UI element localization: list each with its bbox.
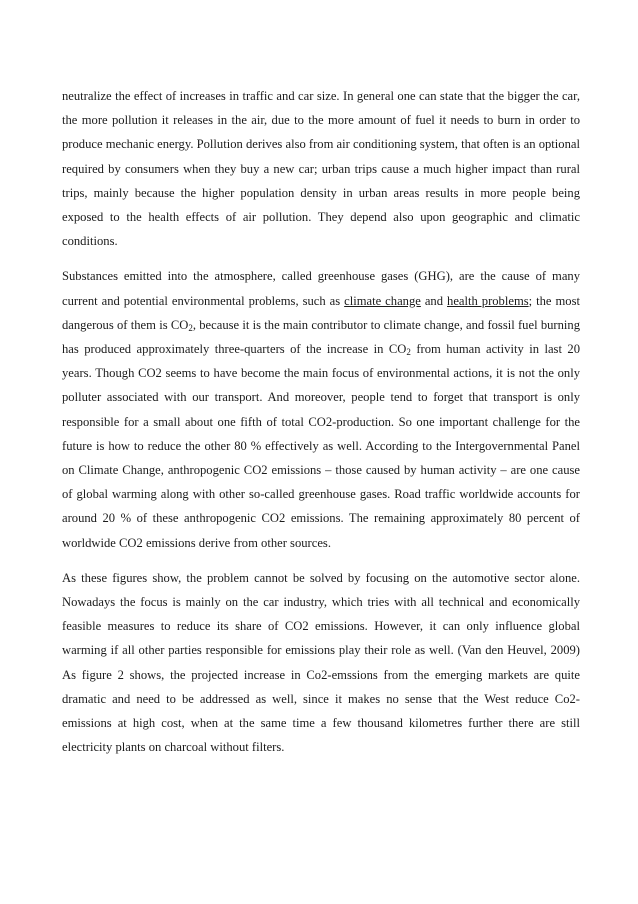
- subscript: 2: [406, 347, 411, 358]
- paragraph-text: from human activity in last 20 years. Though CO2 seems to have become the main focus of environmental actions, it is not the only polluter associated with our transport. And moreover, people tend to forget that transport is only responsible for a small about one fifth of total CO2-production. So one important challenge for the future is how to reduce the other 80 % effectively as well. According to the Intergovernmental Panel on Climate Change, anthropogenic CO2 emissions – those caused by human activity – are one cause of global warming along with other so-called greenhouse gases. Road traffic worldwide accounts for around 20 % of these anthropogenic CO2 emissions. The remaining approximately 80 percent of worldwide CO2 emissions derive from other sources.: [62, 342, 580, 550]
- health-problems-link[interactable]: health problems: [447, 293, 529, 308]
- document-page: [62, 84, 580, 770]
- paragraph-text: Substances emitted into the atmosphere, called greenhouse gases (GHG), are the cause of many current and potential environmental problems, such as: [62, 269, 580, 308]
- paragraph-traffic-pollution: neutralize the effect of increases in traffic and car size. In general one can state that the bigger the car, the more pollution it releases in the air, due to the more amount of fuel it needs to burn in order to produce mechanic energy. Pollution derives also from air conditioning system, that often is an optional required by consumers when they buy a new car; urban trips cause a much higher impact than rural trips, mainly because the higher population density in urban areas results in more people being exposed to the health effects of air pollution. They depend also upon geographic and climatic conditions.: [62, 89, 580, 249]
- subscript: 2: [188, 322, 193, 333]
- paragraph-automotive-sector: As these figures show, the problem cannot be solved by focusing on the automotive sector alone. Nowadays the focus is mainly on the car industry, which tries with all technical and economically feasible measures to reduce its share of CO2 emissions. However, it can only influence global warming if all other parties responsible for emissions play their role as well. (Van den Heuvel, 2009) As figure 2 shows, the projected increase in Co2-emssions from the emerging markets are quite dramatic and need to be addressed as well, since it makes no sense that the West reduce Co2-emissions at high cost, when at the same time a few thousand kilometres further there are still electricity plants on charcoal without filters.: [62, 570, 580, 755]
- paragraph-text: ; the most dangerous of them is CO: [62, 293, 580, 332]
- paragraph-greenhouse-gases: [62, 264, 580, 554]
- paragraph-text: and: [420, 293, 448, 308]
- climate-change-link[interactable]: climate change: [344, 293, 421, 308]
- paragraph-text: , because it is the main contributor to climate change, and fossil fuel burning has produced approximately three-quarters of the increase in CO: [62, 317, 580, 357]
